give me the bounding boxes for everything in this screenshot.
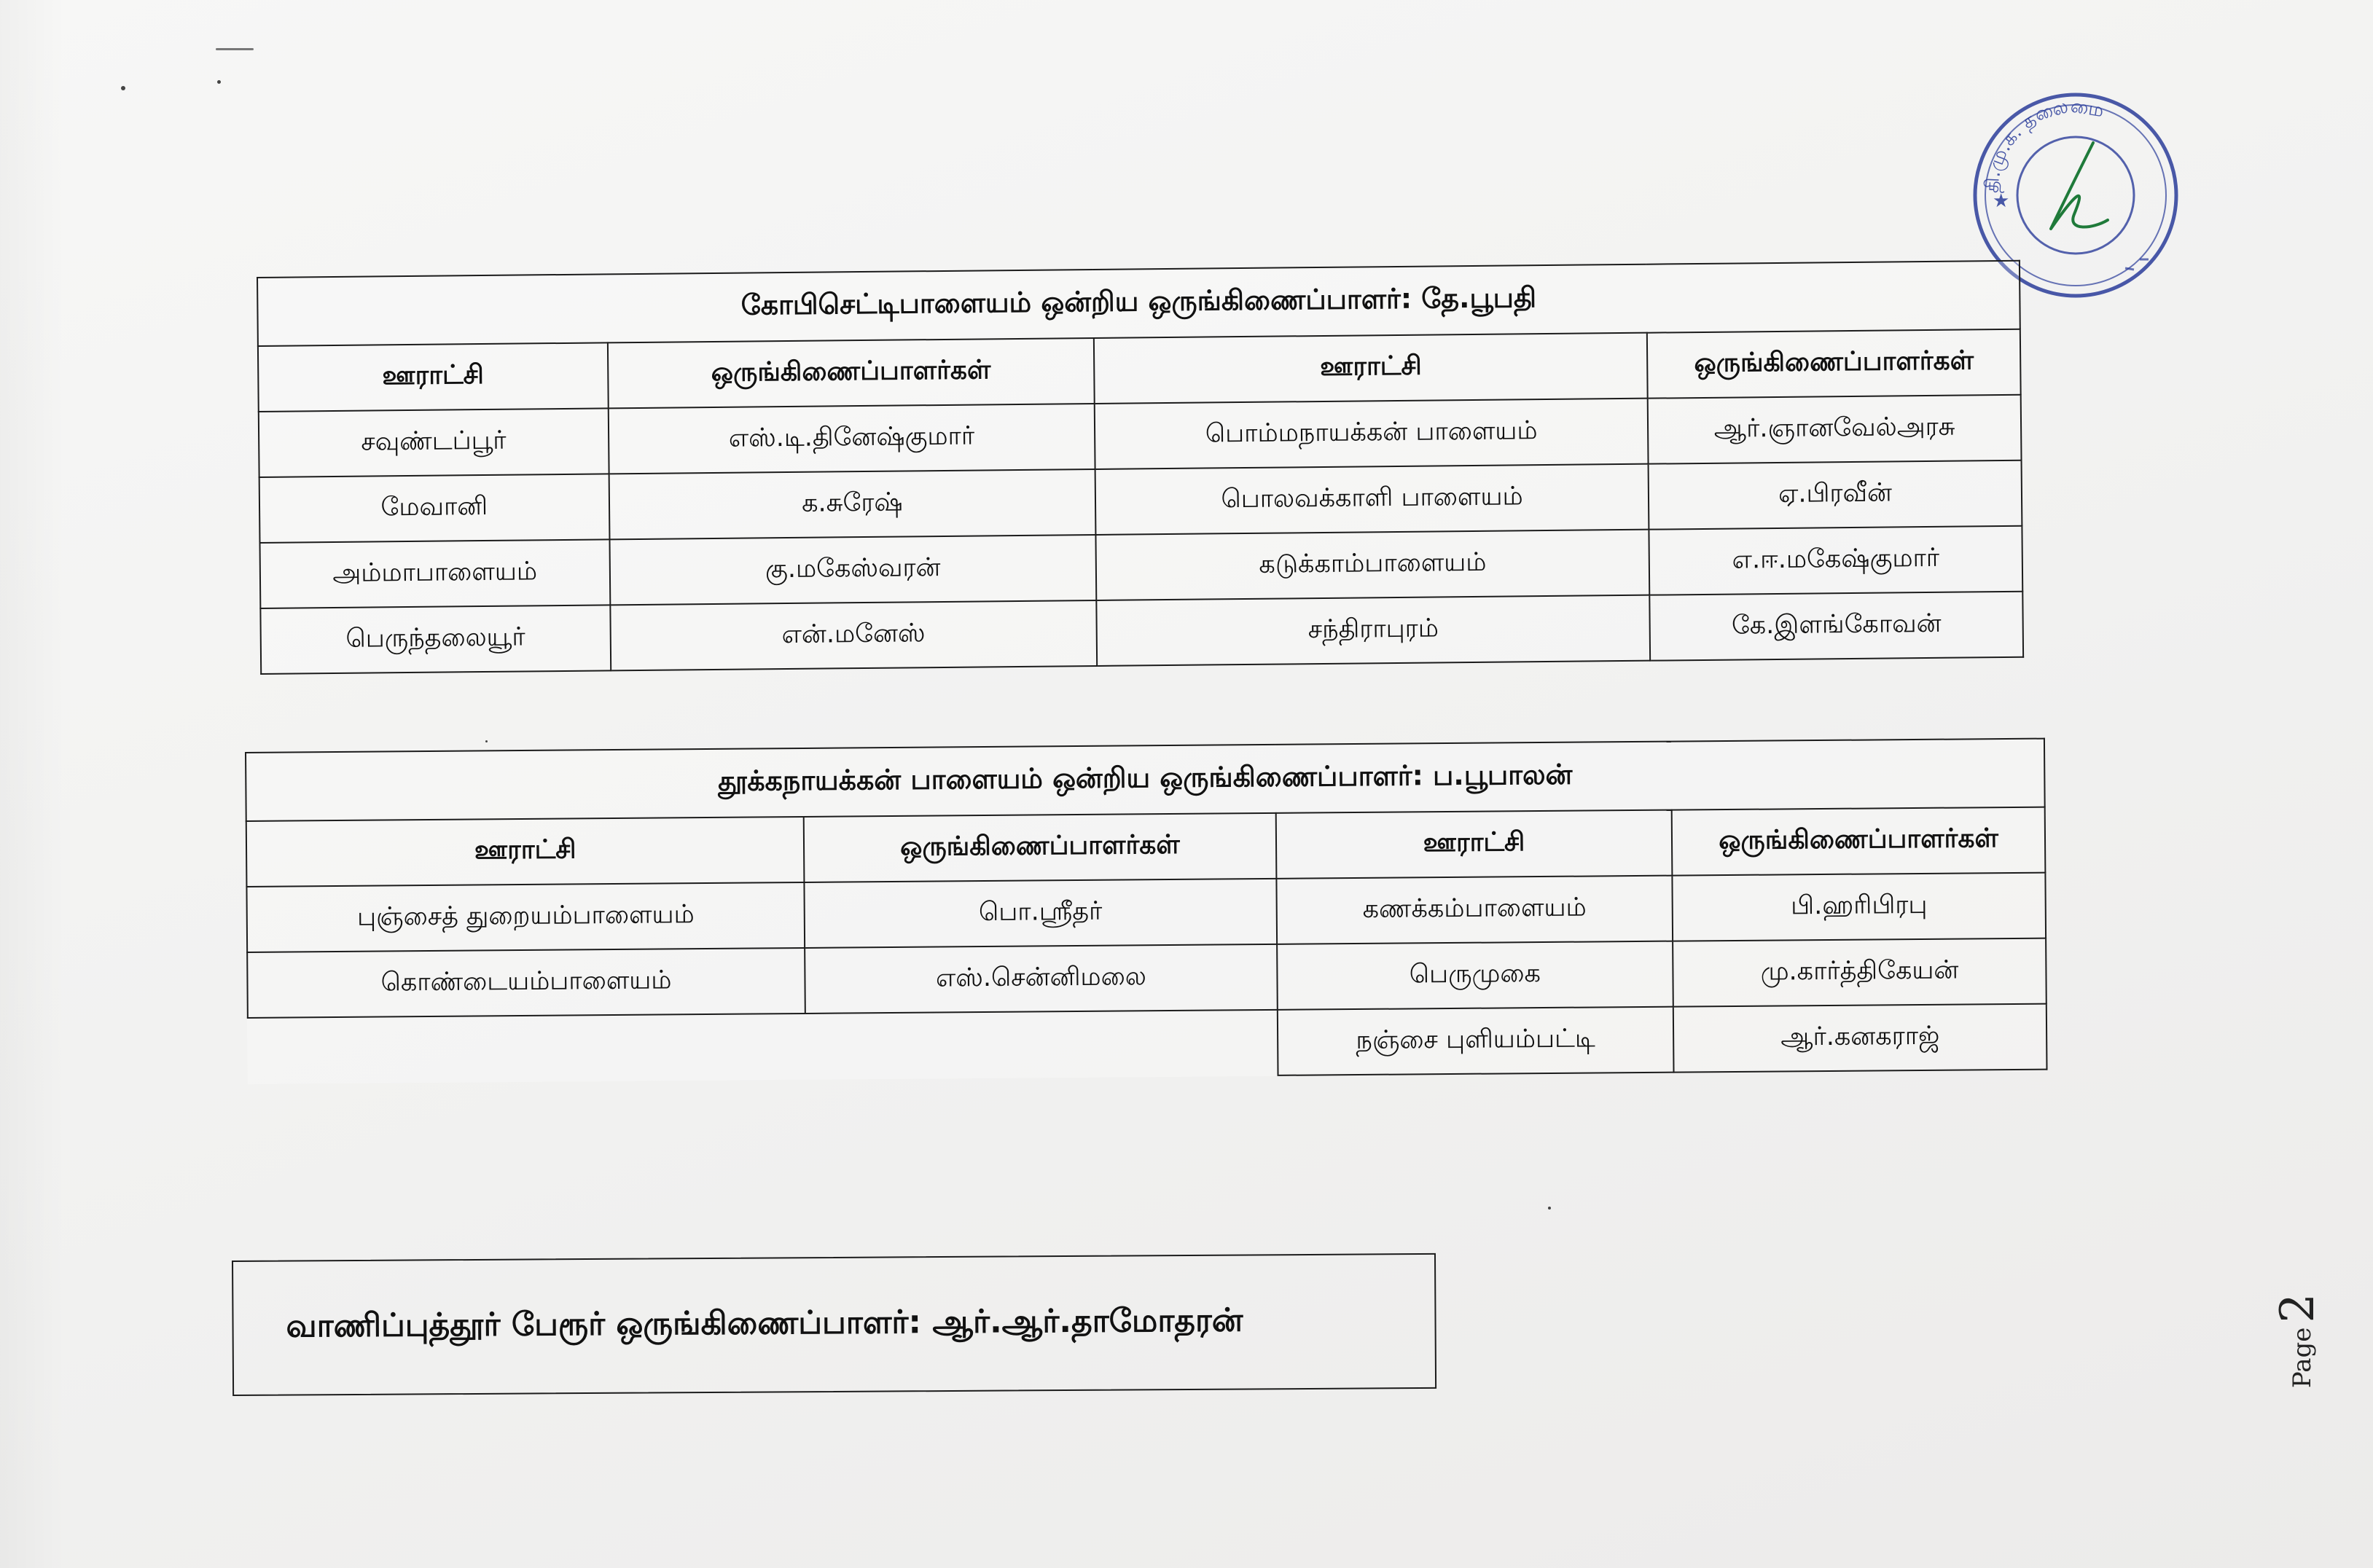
- coordinator-cell: எஸ்.சென்னிமலை: [805, 944, 1277, 1014]
- coordinator-cell: கே.இளங்கோவன்: [1649, 592, 2023, 661]
- page-number: [2219, 1286, 2325, 1395]
- table-row: [248, 1004, 2047, 1083]
- coordinator-cell: பி.ஹரிபிரபு: [1673, 873, 2046, 941]
- panchayat-cell: பெருமுகை: [1277, 941, 1673, 1010]
- coordinator-cell: பொ.ஸ்ரீதர்: [805, 879, 1277, 948]
- column-header-coordinators: ஒருங்கிணைப்பாளர்கள்: [1647, 329, 2021, 399]
- panchayat-cell: பொம்மநாயக்கன் பாளையம்: [1095, 399, 1649, 469]
- column-header-panchayat: ஊராட்சி: [1275, 810, 1672, 879]
- panchayat-cell: அம்மாபாளையம்: [260, 539, 610, 608]
- coordinator-cell: கு.மகேஸ்வரன்: [609, 535, 1096, 605]
- coordinator-cell: க.சுரேஷ்: [609, 469, 1095, 539]
- column-header-coordinators: ஒருங்கிணைப்பாளர்கள்: [1672, 807, 2045, 876]
- thookkanaickenpalayam-table: [245, 738, 2048, 1084]
- panchayat-cell: கடுக்காம்பாளையம்: [1096, 530, 1650, 600]
- column-header-panchayat: ஊராட்சி: [1094, 333, 1648, 404]
- panchayat-cell: சவுண்டப்பூர்: [259, 408, 609, 477]
- panchayat-cell: புஞ்சைத் துறையம்பாளையம்: [246, 882, 805, 952]
- coordinator-cell: ஆர்.கனகராஜ்: [1673, 1004, 2046, 1073]
- panchayat-cell: கணக்கம்பாளையம்: [1276, 876, 1673, 944]
- panchayat-cell: நஞ்சை புளியம்பட்டி: [1278, 1007, 1674, 1075]
- panchayat-cell: கொண்டையம்பாளையம்: [247, 948, 805, 1018]
- coordinator-cell: என்.மனேஸ்: [610, 600, 1097, 670]
- vanipputhur-coordinator-text: வாணிப்புத்தூர் பேரூர் ஒருங்கிணைப்பாளர்: ஆர்.ஆர்.தாமோதரன்: [286, 1301, 1243, 1345]
- page-number-value: 2: [2271, 1293, 2325, 1323]
- seal-text: தி.மு.க. தலைமை: [1981, 95, 2106, 194]
- table-title: கோபிசெட்டிபாளையம் ஒன்றிய ஒருங்கிணைப்பாளர்: தே.பூபதி: [257, 261, 2020, 346]
- column-header-coordinators: ஒருங்கிணைப்பாளர்கள்: [608, 338, 1095, 408]
- column-header-coordinators: ஒருங்கிணைப்பாளர்கள்: [804, 813, 1276, 882]
- panchayat-cell: சந்திராபுரம்: [1096, 595, 1650, 666]
- vanipputhur-coordinator-box: [232, 1253, 1436, 1396]
- coordinator-cell: ஏ.பிரவீன்: [1649, 460, 2022, 530]
- panchayat-cell: மேவானி: [259, 474, 609, 543]
- page-label: Page: [2288, 1327, 2317, 1389]
- svg-text:★: ★: [1993, 190, 2010, 212]
- panchayat-cell: பெருந்தலையூர்: [260, 605, 610, 674]
- column-header-panchayat: ஊராட்சி: [258, 342, 608, 412]
- panchayat-cell: பொலவக்காளி பாளையம்: [1095, 464, 1649, 535]
- column-header-panchayat: ஊராட்சி: [246, 817, 805, 887]
- signature-scrawl: [2051, 143, 2108, 229]
- empty-cell: [248, 1010, 1278, 1083]
- coordinator-cell: ஆர்.ஞானவேல்அரசு: [1648, 395, 2022, 464]
- coordinator-cell: மு.கார்த்திகேயன்: [1673, 938, 2046, 1007]
- svg-text:தி.மு.க. தலைமை: [1982, 95, 2106, 193]
- gobichettipalayam-table: [257, 260, 2024, 675]
- coordinator-cell: எ.ஈ.மகேஷ்குமார்: [1649, 526, 2023, 595]
- table-title: தூக்கநாயக்கன் பாளையம் ஒன்றிய ஒருங்கிணைப்பாளர்: ப.பூபாலன்: [246, 739, 2045, 821]
- coordinator-cell: எஸ்.டி.தினேஷ்குமார்: [608, 404, 1095, 474]
